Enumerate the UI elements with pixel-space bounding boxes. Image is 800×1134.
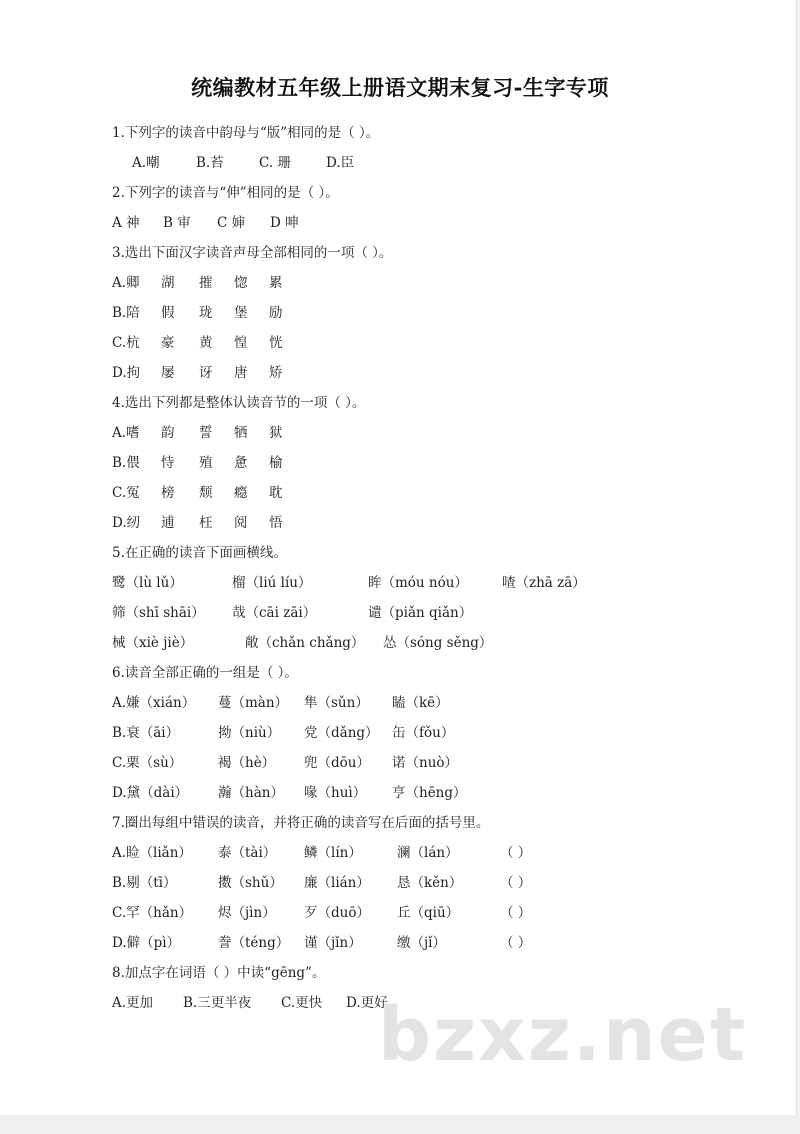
q3-c-5: 恍 — [269, 335, 283, 351]
q7-b-1: B.剔（tī） — [112, 875, 177, 891]
q4-c-5: 耽 — [269, 485, 283, 501]
q6-b-2: 拗（niù） — [218, 725, 281, 741]
q2-option-d: D 呻 — [270, 215, 299, 231]
q4-b-2: 恃 — [161, 455, 175, 471]
q4-d-5: 悟 — [269, 515, 283, 531]
q6-d-2: 瀚（hàn） — [218, 785, 284, 801]
q6-d-4: 亨（hēng） — [392, 785, 467, 801]
q5-r2-1: 筛（shī shāi） — [112, 605, 205, 621]
viewer-bottom-band — [0, 1115, 800, 1134]
question-6: 6.读音全部正确的一组是（ ）。 — [112, 665, 298, 681]
q3-d-1: D.拘 — [112, 365, 141, 381]
q4-a-3: 誓 — [199, 425, 213, 441]
q5-r3-2: 敞（chǎn chǎng） — [245, 635, 365, 651]
q7-c-2: 烬（jìn） — [218, 905, 276, 921]
q7-d-answer-blank: （ ） — [500, 935, 532, 951]
q5-r2-2: 哉（cāi zāi） — [232, 605, 317, 621]
q6-a-4: 瞌（kē） — [392, 695, 449, 711]
q8-option-c: C.更快 — [281, 995, 323, 1011]
q7-a-answer-blank: （ ） — [500, 845, 532, 861]
q5-r2-3: 谴（piǎn qiǎn） — [368, 605, 473, 621]
q3-d-3: 讶 — [199, 365, 213, 381]
q7-d-3: 谨（jǐn） — [304, 935, 362, 951]
q3-b-3: 珑 — [199, 305, 213, 321]
q7-b-2: 擞（shǔ） — [218, 875, 283, 891]
q6-b-1: B.衰（āi） — [112, 725, 180, 741]
q2-option-a: A 神 — [112, 215, 140, 231]
q4-d-2: 逋 — [161, 515, 175, 531]
q3-d-5: 矫 — [269, 365, 283, 381]
q2-option-b: B 审 — [163, 215, 191, 231]
q7-c-answer-blank: （ ） — [500, 905, 532, 921]
question-5: 5.在正确的读音下面画横线。 — [112, 545, 287, 561]
q7-a-1: A.睑（liǎn） — [112, 845, 192, 861]
page-title: 统编教材五年级上册语文期末复习-生字专项 — [191, 75, 609, 100]
q1-option-c: C. 珊 — [259, 155, 291, 171]
question-3: 3.选出下面汉字读音声母全部相同的一项（ ）。 — [112, 245, 393, 261]
q6-b-4: 缶（fǒu） — [392, 725, 455, 741]
q3-a-3: 摧 — [199, 275, 213, 291]
q3-a-2: 湖 — [161, 275, 175, 291]
q3-b-5: 励 — [269, 305, 283, 321]
question-2: 2.下列字的读音与“伸”相同的是（ ）。 — [112, 185, 339, 201]
q5-r1-2: 榴（liú líu） — [232, 575, 312, 591]
q4-b-3: 殖 — [199, 455, 213, 471]
q3-d-2: 屡 — [161, 365, 175, 381]
q5-r3-1: 械（xiè jiè） — [112, 635, 194, 651]
q5-r1-3: 眸（móu nóu） — [368, 575, 468, 591]
q4-d-3: 枉 — [199, 515, 213, 531]
q6-a-2: 蔓（màn） — [218, 695, 289, 711]
q3-b-2: 假 — [161, 305, 175, 321]
q3-b-4: 堡 — [234, 305, 248, 321]
q4-d-1: D.纫 — [112, 515, 141, 531]
q4-b-4: 惫 — [234, 455, 248, 471]
q7-a-3: 鳞（lín） — [304, 845, 362, 861]
q6-d-1: D.黛（dài） — [112, 785, 189, 801]
q7-b-4: 恳（kěn） — [397, 875, 463, 891]
q3-a-5: 累 — [269, 275, 283, 291]
q4-d-4: 阅 — [234, 515, 248, 531]
q7-b-answer-blank: （ ） — [500, 875, 532, 891]
q4-b-5: 榆 — [269, 455, 283, 471]
q3-b-1: B.陪 — [112, 305, 140, 321]
q6-c-1: C.栗（sù） — [112, 755, 183, 771]
q4-a-4: 牺 — [234, 425, 248, 441]
q1-option-b: B.苔 — [196, 155, 224, 171]
q4-c-2: 榜 — [161, 485, 175, 501]
q7-c-1: C.罕（hǎn） — [112, 905, 193, 921]
watermark: bzxz.net — [378, 992, 748, 1078]
q6-a-1: A.嫌（xián） — [112, 695, 196, 711]
q6-c-3: 兜（dōu） — [304, 755, 370, 771]
q3-d-4: 唐 — [234, 365, 248, 381]
q6-c-2: 褐（hè） — [218, 755, 276, 771]
q3-a-1: A.卿 — [112, 275, 140, 291]
q6-c-4: 诺（nuò） — [392, 755, 459, 771]
q4-a-5: 狱 — [269, 425, 283, 441]
q7-d-2: 誊（téng） — [218, 935, 290, 951]
q7-c-3: 歹（duō） — [304, 905, 370, 921]
q3-c-2: 豪 — [161, 335, 175, 351]
q4-b-1: B.偎 — [112, 455, 140, 471]
q5-r1-1: 鹭（lù lǔ） — [112, 575, 183, 591]
q5-r1-4: 喳（zhā zā） — [502, 575, 586, 591]
q6-a-3: 隼（sǔn） — [304, 695, 369, 711]
q4-c-1: C.冤 — [112, 485, 140, 501]
q4-c-4: 瘾 — [234, 485, 248, 501]
q1-option-d: D.臣 — [326, 155, 355, 171]
q4-c-3: 颓 — [199, 485, 213, 501]
q7-a-4: 澜（lán） — [397, 845, 459, 861]
q7-d-4: 缴（jǐ） — [397, 935, 447, 951]
q3-a-4: 惚 — [234, 275, 248, 291]
question-7: 7.圈出每组中错误的读音，并将正确的读音写在后面的括号里。 — [112, 815, 490, 831]
q4-a-2: 韵 — [161, 425, 175, 441]
q6-d-3: 喙（huì） — [304, 785, 367, 801]
q6-b-3: 党（dǎng） — [304, 725, 379, 741]
question-8: 8.加点字在词语（ ）中读“gēng”。 — [112, 965, 326, 981]
q4-a-1: A.嗜 — [112, 425, 140, 441]
q7-c-4: 丘（qiū） — [397, 905, 460, 921]
q7-a-2: 泰（tài） — [218, 845, 277, 861]
q3-c-1: C.杭 — [112, 335, 140, 351]
q7-b-3: 廉（lián） — [304, 875, 370, 891]
q2-option-c: C 婶 — [217, 215, 246, 231]
question-1: 1.下列字的读音中韵母与“版”相同的是（ ）。 — [112, 125, 380, 141]
q3-c-3: 黄 — [199, 335, 213, 351]
q5-r3-3: 怂（sóng sěng） — [383, 635, 493, 651]
q8-option-b: B.三更半夜 — [183, 995, 252, 1011]
q3-c-4: 惶 — [234, 335, 248, 351]
q8-option-a: A.更加 — [112, 995, 154, 1011]
q1-option-a: A.嘲 — [132, 155, 160, 171]
question-4: 4.选出下列都是整体认读音节的一项（ ）。 — [112, 395, 366, 411]
q7-d-1: D.僻（pì） — [112, 935, 181, 951]
q8-option-d: D.更好 — [346, 995, 388, 1011]
